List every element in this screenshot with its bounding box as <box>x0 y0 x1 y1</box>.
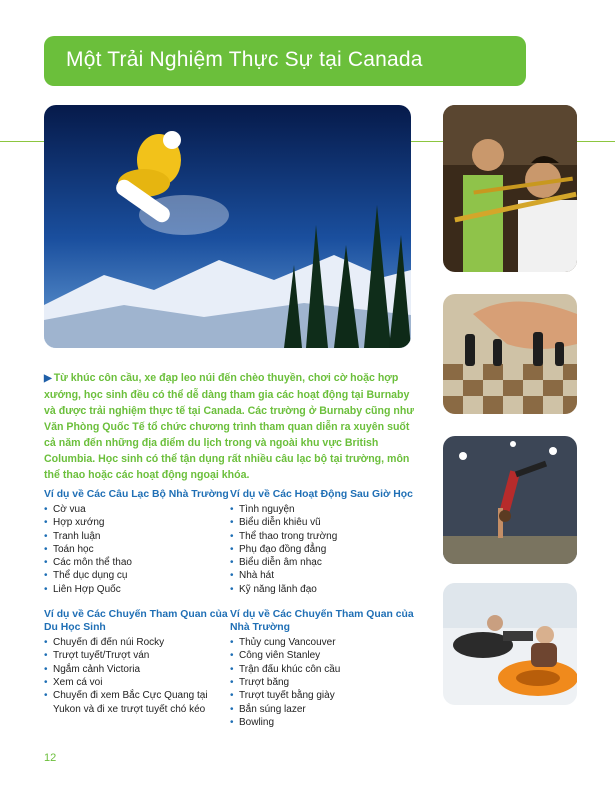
study-trips-list <box>44 636 234 716</box>
title-banner <box>44 36 526 86</box>
list-item: • Bowling <box>230 716 420 729</box>
list-item: • Chuyến đi đến núi Rocky <box>44 636 234 649</box>
right-column <box>230 488 420 741</box>
page-title: Một Trải Nghiệm Thực Sự tại Canada <box>66 48 423 71</box>
list-item: • Hợp xướng <box>44 516 234 529</box>
list-item: • Biểu diễn âm nhạc <box>230 556 420 569</box>
list-item: • Nhà hát <box>230 569 420 582</box>
chess-photo <box>443 294 577 414</box>
list-item: • Thể dục dụng cụ <box>44 569 234 582</box>
list-item: • Tranh luận <box>44 530 234 543</box>
clubs-heading: Ví dụ về Các Câu Lạc Bộ Nhà Trường <box>44 489 229 500</box>
list-item: • Bắn súng lazer <box>230 703 420 716</box>
intro-paragraph <box>44 370 414 483</box>
left-column <box>44 488 234 728</box>
list-item: • Xem cá voi <box>44 676 234 689</box>
trombone-players-photo <box>443 105 577 272</box>
study-trips-heading: Ví dụ về Các Chuyến Tham Quan của Du Học Sinh <box>44 609 228 634</box>
arrow-icon: ▶ <box>44 373 52 384</box>
page-number: 12 <box>44 752 57 764</box>
list-item: • Trượt băng <box>230 676 420 689</box>
list-item: • Cờ vua <box>44 503 234 516</box>
after-school-heading: Ví dụ về Các Hoạt Động Sau Giờ Học <box>230 489 413 500</box>
list-item: • Trượt tuyết/Trượt ván <box>44 649 234 662</box>
list-item: • Ngắm cảnh Victoria <box>44 663 234 676</box>
school-trips-list <box>230 636 420 729</box>
list-item: • Kỹ năng lãnh đạo <box>230 583 420 596</box>
list-item: • Phụ đạo đồng đẳng <box>230 543 420 556</box>
snowboarder-photo <box>44 105 411 348</box>
list-item: • Thủy cung Vancouver <box>230 636 420 649</box>
clubs-list <box>44 503 234 596</box>
snow-tubing-photo <box>443 583 577 705</box>
list-item: • Liên Hợp Quốc <box>44 583 234 596</box>
list-item: • Chuyến đi xem Bắc Cực Quang tại Yukon và đi xe trượt tuyết chó kéo <box>44 689 234 716</box>
list-item: • Toán học <box>44 543 234 556</box>
list-item: • Tình nguyện <box>230 503 420 516</box>
breakdancer-photo <box>443 436 577 564</box>
after-school-list <box>230 503 420 596</box>
list-item: • Thể thao trong trường <box>230 530 420 543</box>
school-trips-heading: Ví dụ về Các Chuyến Tham Quan của Nhà Trường <box>230 609 414 634</box>
list-item: • Trận đấu khúc côn cầu <box>230 663 420 676</box>
list-item: • Công viên Stanley <box>230 649 420 662</box>
list-item: • Trượt tuyết bằng giày <box>230 689 420 702</box>
list-item: • Các môn thể thao <box>44 556 234 569</box>
list-item: • Biểu diễn khiêu vũ <box>230 516 420 529</box>
intro-text: Từ khúc côn cầu, xe đạp leo núi đến chèo thuyền, chơi cờ hoặc hợp xướng, học sinh đều có thể dễ dàng tham gia các hoạt động tại Burnaby và được trải nghiệm thực tế tại Canada. Các trường ở Burnaby cũng như Văn Phòng Quốc Tế tổ chức chương trình tham quan diễn ra xuyên suốt cả năm đến những địa điểm du lịch trong và ngoài khu vực British Columbia. Học sinh có thể tận dụng rất nhiều câu lạc bộ tại trường, môn thể thao hoặc các hoạt động ngoại khóa. <box>44 372 414 481</box>
